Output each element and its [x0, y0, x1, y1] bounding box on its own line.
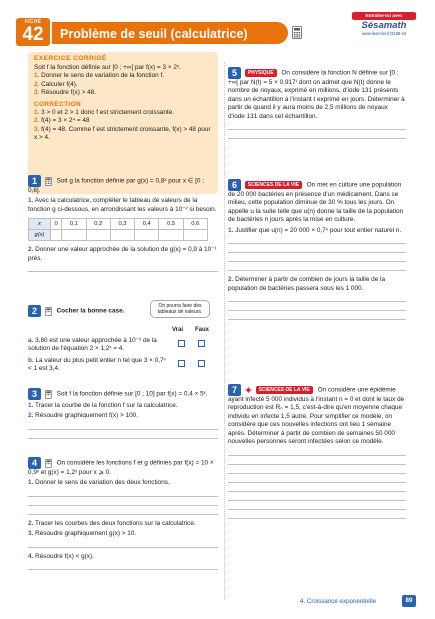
table-cell: 0,1 [62, 219, 86, 230]
hint-note: On pourra faire des tableaux de valeurs. [150, 300, 210, 318]
exercise-6-question-1: 1. Justifier que u(n) = 20 000 × 0,7ⁿ pour tout entier naturel n. [228, 226, 402, 234]
calculator-icon [45, 307, 52, 316]
sesamath-url[interactable]: www.lienmini.fr/3188-44 [361, 30, 407, 36]
exercise-number: 1 [28, 175, 41, 187]
sesamath-badge: Entraîne-toi avec [352, 12, 416, 20]
table-answer-cell[interactable] [51, 230, 62, 241]
corrected-question-1: 1. Donner le sens de variation de la fonction f. [34, 72, 165, 80]
life-sciences-tag: SCIENCES DE LA VIE [245, 181, 302, 190]
answer-line[interactable] [228, 129, 406, 130]
sesamath-logo[interactable] [352, 12, 416, 48]
page-number: 89 [402, 595, 416, 607]
vrai-header: Vrai [172, 327, 184, 333]
table-cell: 0,5 [159, 219, 183, 230]
answer-line[interactable] [228, 319, 406, 320]
table-cell: 0,3 [110, 219, 134, 230]
exercise-3-question-1: 1. Tracer la courbe de la fonction f sur la calculatrice. [28, 402, 178, 409]
answer-line[interactable] [28, 438, 218, 439]
corrected-intro: Soit f la fonction définie sur [0 ; +∞[ par f(x) = 3 × 2ˣ. [34, 63, 181, 71]
table-header-gx: g(x) [29, 230, 51, 241]
exercise-number: 6 [228, 179, 241, 191]
exercise-1-question-2: 2. Donner une valeur approchée de la solution de g(x) = 0,9 à 10⁻¹ près. [28, 246, 217, 262]
answer-line[interactable] [228, 464, 406, 465]
answer-line[interactable] [28, 569, 218, 570]
life-sciences-tag: SCIENCES DE LA VIE [256, 386, 313, 395]
exercise-6-question-2: 2. Déterminer à partir de combien de jours la taille de la population de bactéries passera sous les 1 000. [228, 276, 386, 292]
answer-line[interactable] [228, 500, 406, 501]
calculator-icon [292, 26, 302, 39]
exercise-2-item-a: a. 3,80 est une valeur approchée à 10⁻² de la solution de l'équation 2 × 1,2ˣ = 4. [28, 337, 157, 353]
exercise-number: 3 [28, 388, 41, 400]
sesamath-brand: Sésamath [361, 19, 407, 31]
answer-line[interactable] [228, 473, 406, 474]
checkbox-b-vrai[interactable] [178, 360, 185, 367]
exercise-3-question-2: 2. Résoudre graphiquement f(x) > 100. [28, 412, 138, 420]
answer-line[interactable] [228, 455, 406, 456]
answer-line[interactable] [28, 496, 218, 497]
checkbox-a-faux[interactable] [198, 340, 205, 347]
table-row [29, 230, 208, 241]
exercise-2-heading [28, 305, 158, 317]
corrected-exercise-title: EXERCICE CORRIGÉ [34, 55, 107, 62]
page-title: Problème de seuil (calculatrice) [52, 22, 288, 44]
fiche-badge [16, 18, 50, 46]
exercise-number: 2 [28, 305, 41, 317]
answer-line[interactable] [228, 509, 406, 510]
answer-line[interactable] [228, 243, 406, 244]
answer-line[interactable] [228, 482, 406, 483]
values-table [28, 218, 208, 241]
exercise-number: 7 [228, 384, 241, 396]
table-answer-cell[interactable] [62, 230, 86, 241]
table-cell: 0 [51, 219, 62, 230]
correction-answer-3: 3. f(4) = 48. Comme f est strictement croissante, f(x) > 48 pour x > 4. [34, 125, 211, 142]
table-cell: 0,2 [86, 219, 110, 230]
exercise-4-question-2: 2. Tracer les courbes des deux fonctions sur la calculatrice. [28, 519, 196, 527]
exercise-1-question-1: 1. Avec la calculatrice, compléter le tableau de valeurs de la fonction g ci-dessous, en arrondissant les valeurs à 10⁻² si besoin. [28, 197, 217, 213]
exercise-3 [28, 388, 218, 439]
table-answer-cell[interactable] [86, 230, 110, 241]
chapter-footer: 4. Croissance exponentielle [300, 598, 377, 605]
table-row [29, 219, 208, 230]
exercise-4-question-3: 3. Résoudre graphiquement g(x) > 10. [28, 530, 137, 538]
checkbox-b-faux[interactable] [198, 360, 205, 367]
exercise-7-text: 7 SCIENCES DE LA VIE On considère une épidémie ayant infecté 5 000 individus à l'instant n = 0 et dont le taux de reproduction est R₀ = 1,5, c'est-à-dire qu'en moyenne chaque individu en infecte 1,5 autre. Pour simplifier ce modèle, on considère que ces nouvelles infections ont lieu 1 semaine après. Déterminer à partir de combien de semaines 50 000 nouvelles personnes seront infectées selon ce modèle. [228, 385, 405, 446]
answer-line[interactable] [228, 310, 406, 311]
table-answer-cell[interactable] [183, 230, 207, 241]
corrected-exercise [28, 52, 218, 194]
exercise-number: 4 [28, 457, 41, 469]
exercise-3-intro: 3 Soit f la fonction définie sur [0 ; 10] par f(x) = 0,4 × 5ˣ. [28, 388, 218, 400]
table-answer-cell[interactable] [110, 230, 134, 241]
answer-line[interactable] [28, 505, 218, 506]
exercise-5-text: 5 PHYSIQUE On considère la fonction N définie sur [0 ; +∞[ par N(t) = 5 × 0,917ᵗ dont on admet que N(t) donne le nombre de noyaux, exprimé en millions, d'iode 131 présents dans un échantillon à l'instant t exprimé en jours. Déterminer à partir de quand il y aura moins de 2,5 millions de noyaux d'iode 131 dans cet échantillon. [228, 68, 405, 120]
corrected-question-3: 3. Résoudre f(x) > 48. [34, 89, 97, 97]
table-cell: 0,6 [183, 219, 207, 230]
exercise-4-intro: 4 On considère les fonctions f et g définies par f(x) = 10 × 0,9ˣ et g(x) = 1,2ˣ pour x ⩾ 0. [28, 458, 214, 476]
exercise-2-instruction: Cocher la bonne case. [56, 307, 125, 315]
checkbox-a-vrai[interactable] [178, 340, 185, 347]
fiche-label: FICHE [24, 19, 42, 25]
exercise-5 [228, 67, 406, 139]
exercise-number: 5 [228, 67, 241, 79]
answer-line[interactable] [228, 301, 406, 302]
exercise-6 [228, 179, 406, 320]
exercise-4-question-4: 4. Résoudre f(x) < g(x). [28, 552, 94, 560]
exercise-1 [28, 175, 218, 272]
answer-line[interactable] [228, 518, 406, 519]
answer-line[interactable] [228, 138, 406, 139]
table-header-x: x [29, 219, 51, 230]
answer-line[interactable] [28, 271, 218, 272]
answer-line[interactable] [28, 429, 218, 430]
answer-line[interactable] [228, 261, 406, 262]
answer-line[interactable] [228, 252, 406, 253]
table-answer-cell[interactable] [135, 230, 159, 241]
correction-answer-2: 2. f(4) = 3 × 2⁴ = 48 [34, 117, 90, 125]
exercise-6-text: 6 SCIENCES DE LA VIE On met en culture une population de 20 000 bactéries en présence d'un médicament. Dans ce milieu, cette population diminue de 30 % tous les jours. On appelle u la suite telle que u(n) donne la taille de la population de bactéries n jours après la mise en culture. [228, 180, 404, 224]
calculator-icon [45, 177, 52, 186]
exercise-1-intro: 1 Soit g la fonction définie par g(x) = 0,8ˣ pour x ∈ [0 ; 0,6]. [28, 176, 205, 194]
exercise-7 [228, 384, 406, 519]
exercise-4 [28, 457, 218, 570]
faux-header: Faux [195, 327, 210, 333]
physics-tag: PHYSIQUE [245, 69, 277, 78]
fiche-number: 42 [22, 23, 44, 45]
corrected-question-2: 2. Calculer f(4). [34, 80, 78, 88]
answer-line[interactable] [28, 547, 218, 548]
answer-line[interactable] [228, 491, 406, 492]
virus-icon [245, 386, 252, 394]
calculator-icon [45, 459, 52, 468]
correction-answer-1: 1. 3 > 0 et 2 > 1 donc f est strictement croissante. [34, 108, 174, 116]
answer-line[interactable] [28, 514, 218, 515]
column-divider [224, 62, 225, 600]
exercise-2-item-b: b. La valeur du plus petit entier n tel que 3 × 0,7ⁿ < 1 est 3,4. [28, 357, 166, 373]
correction-title: CORRECTION [34, 100, 81, 108]
answer-line[interactable] [228, 270, 406, 271]
table-cell: 0,4 [135, 219, 159, 230]
table-answer-cell[interactable] [159, 230, 183, 241]
calculator-icon [45, 390, 52, 399]
exercise-4-question-1: 1. Donner le sens de variation des deux fonctions. [28, 479, 170, 487]
